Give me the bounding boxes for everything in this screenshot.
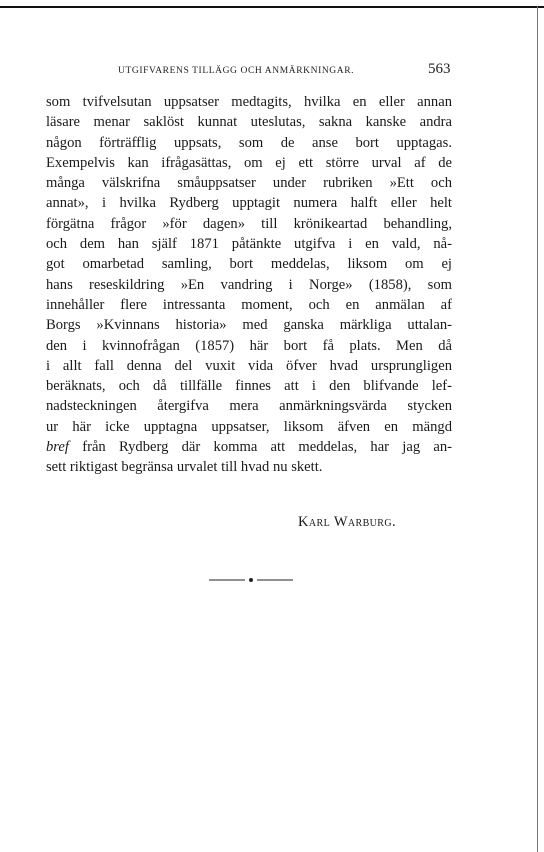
text-line: annat», i hvilka Rydberg upptagit numera halft eller helt: [46, 195, 452, 212]
text-line-remainder: från Rydberg där komma att meddelas, har jag an-: [68, 439, 452, 456]
body-text: [46, 92, 452, 478]
text-line: många välskrifna småuppsatser under rubriken »Ett och: [46, 175, 452, 192]
text-line: förgätna frågor »för dagen» till krönikeartad behandling,: [46, 215, 452, 232]
text-line: hans reseskildring »En vandring i Norge» (1858), som: [46, 276, 452, 293]
text-line: got omarbetad samling, bort meddelas, liksom om ej: [46, 256, 452, 273]
text-line: och dem han själf 1871 påtänkte utgifva i en vald, nå-: [46, 236, 452, 253]
text-line: i allt fall denna del vuxit vida öfver hvad ursprungligen: [46, 357, 452, 374]
text-line: den i kvinnofrågan (1857) här bort få plats. Men då: [46, 337, 452, 354]
text-line: Exempelvis kan ifrågasättas, om ej ett större urval af de: [46, 154, 452, 171]
text-line: som tvifvelsutan uppsatser medtagits, hvilka en eller annan: [46, 94, 452, 110]
right-border-rule: [537, 6, 538, 852]
text-line: ur här icke upptagna uppsatser, liksom äfven en mängd: [46, 418, 452, 435]
running-head: UTGIFVARENS TILLÄGG OCH ANMÄRKNINGAR.: [118, 66, 355, 76]
text-line: Borgs »Kvinnans historia» med ganska märkliga uttalan-: [46, 317, 452, 334]
top-border-rule: [0, 6, 544, 8]
text-line-italic-word: [46, 437, 452, 457]
text-line: läsare menar saklöst kunnat uteslutas, sakna kanske andra: [46, 114, 452, 131]
text-line: innehåller flere intressanta moment, och en anmälan af: [46, 296, 452, 313]
ornament-divider: [209, 577, 293, 583]
text-line: nadsteckningen återgifva mera anmärkningsvärda stycken: [46, 398, 452, 415]
italic-word: bref: [46, 439, 69, 456]
text-line: beräknats, och då tillfälle finnes att i den blifvande lef-: [46, 378, 452, 395]
signature: Karl Warburg.: [298, 514, 397, 530]
text-line-last: sett riktigast begränsa urvalet till hvad nu skett.: [46, 459, 323, 476]
page-number: 563: [428, 61, 451, 77]
text-line: någon förträfflig uppsats, som de anse bort upptagas.: [46, 134, 452, 151]
